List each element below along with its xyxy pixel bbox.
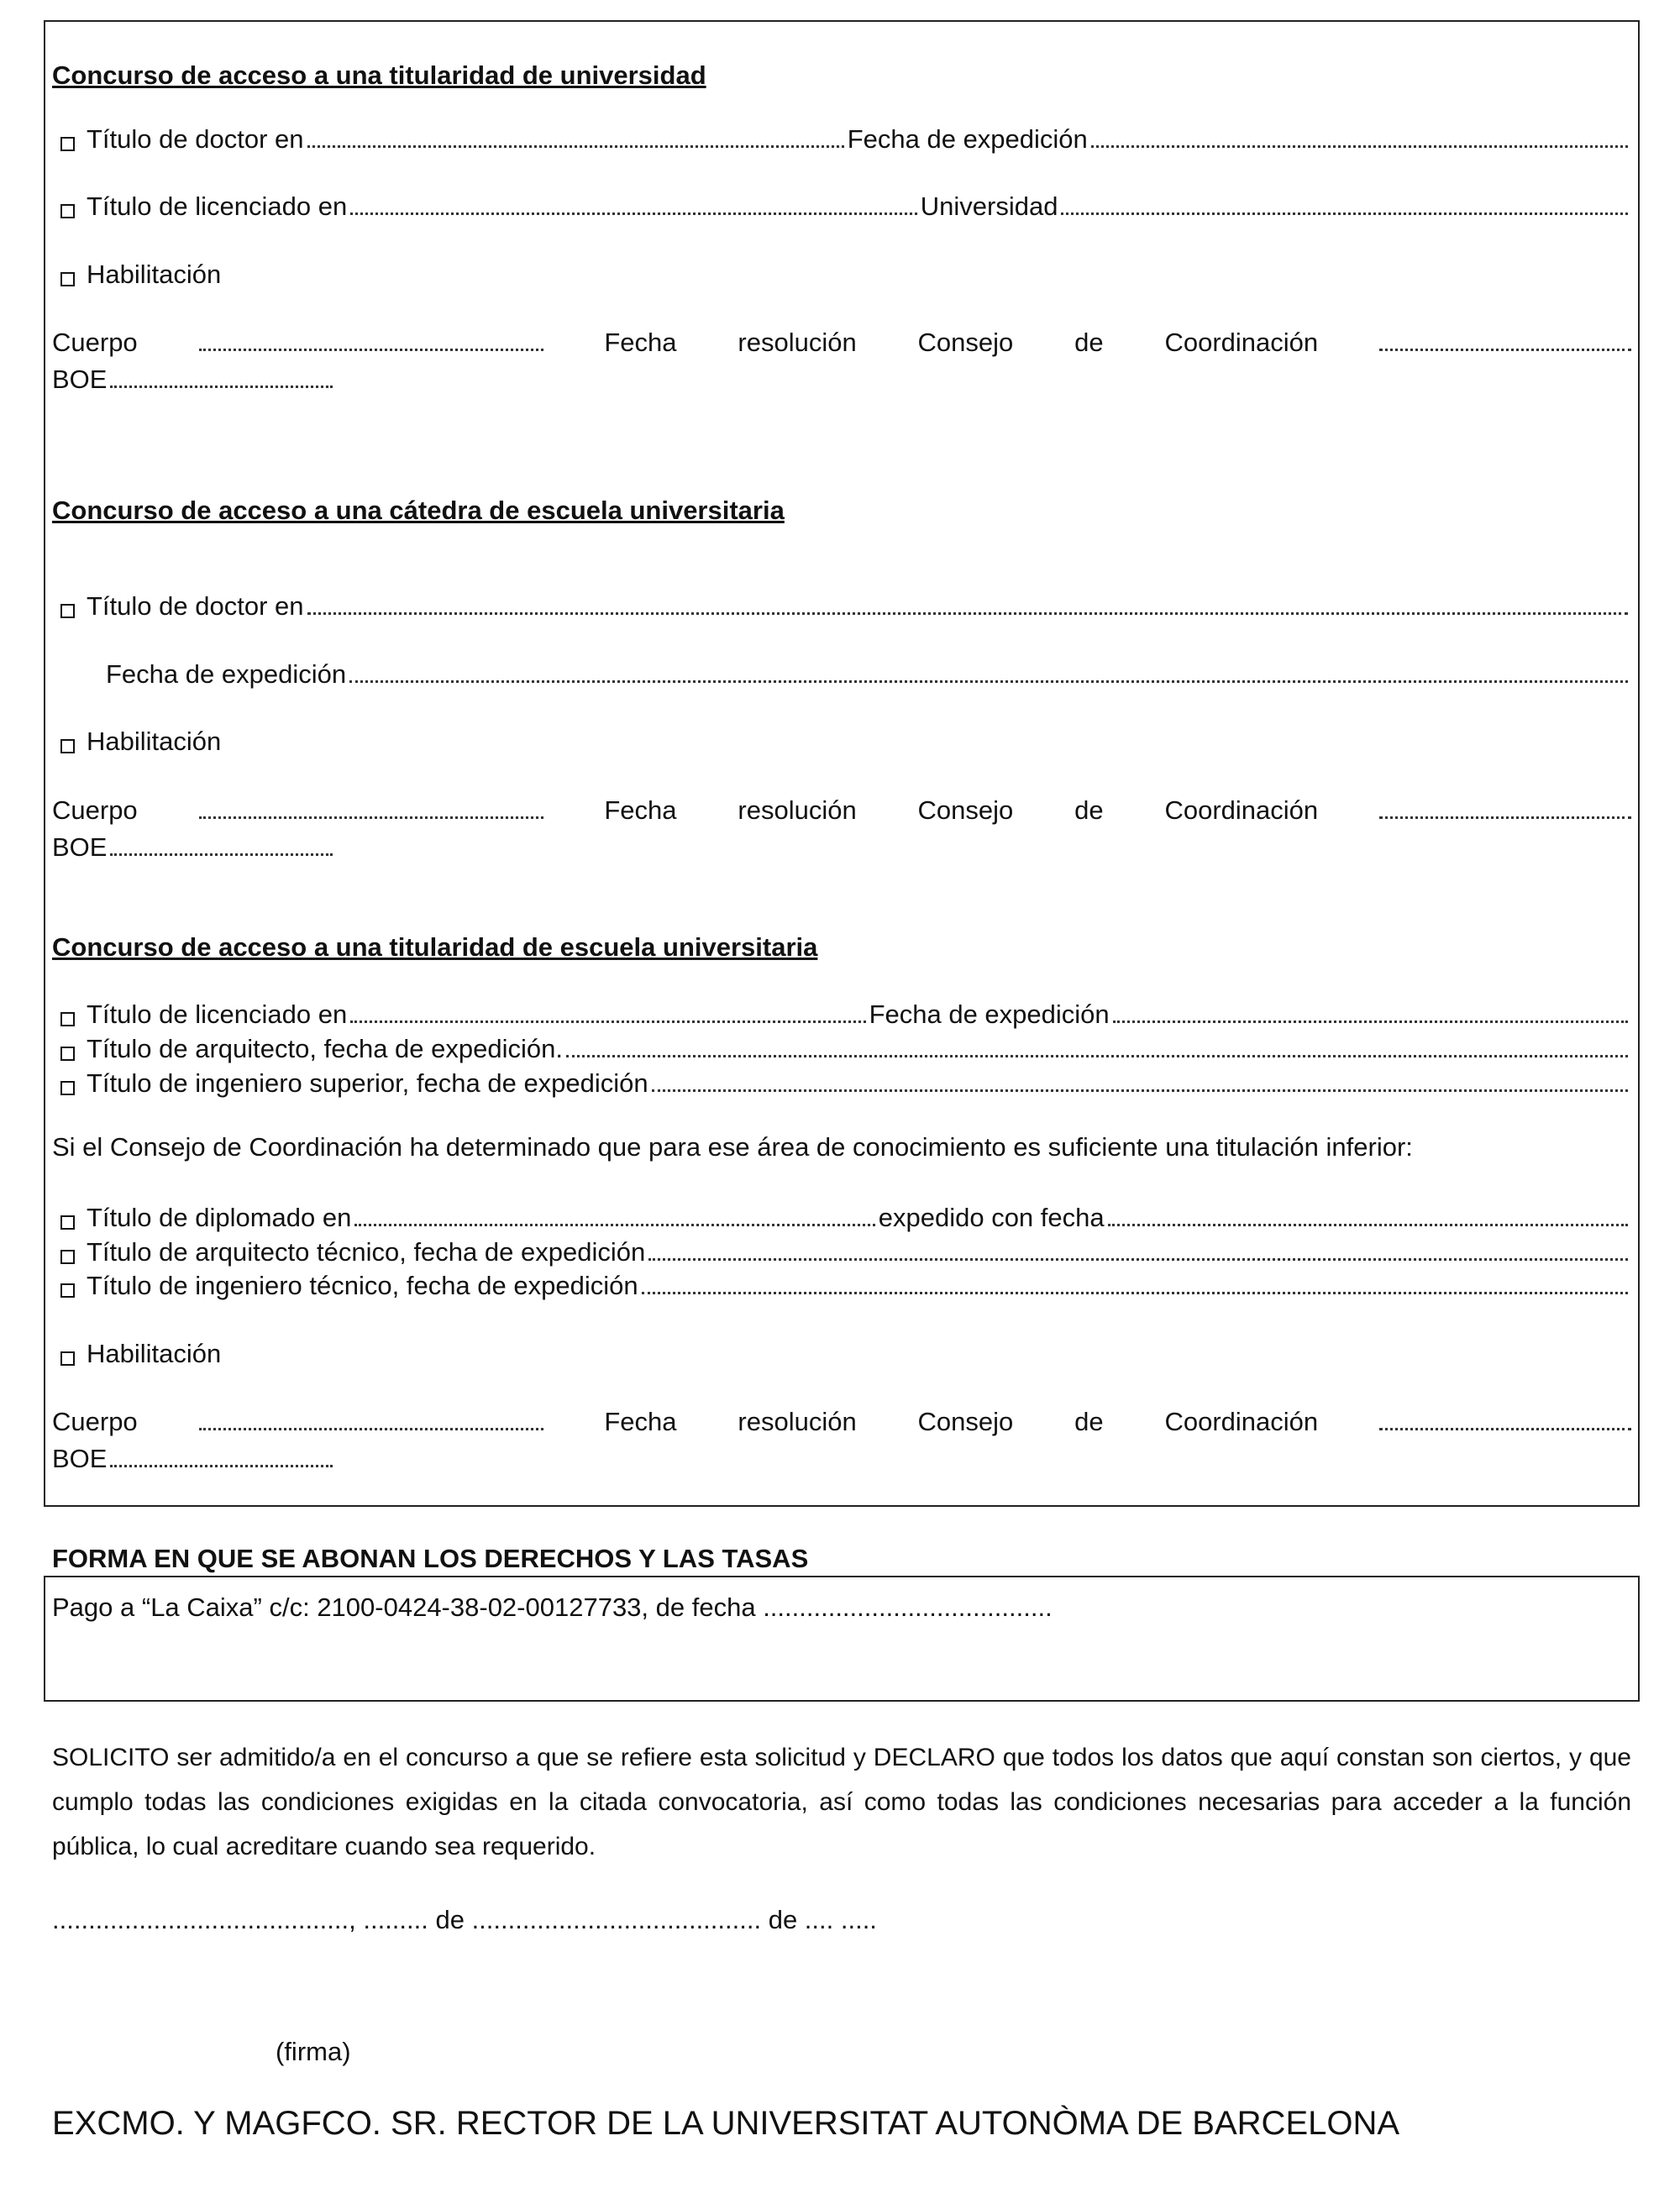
addressee: EXCMO. Y MAGFCO. SR. RECTOR DE LA UNIVERSITAT AUTONÒMA DE BARCELONA <box>52 2105 1400 2142</box>
fill-line[interactable] <box>350 213 917 215</box>
declaration-text: SOLICITO ser admitido/a en el concurso a que se refiere esta solicitud y DECLARO que todos los datos que aquí constan son ciertos, y que cumplo todas las condiciones exigidas en la citada convocatoria, así como todas las condiciones necesarias para acceder a la función pública, lo cual acreditare cuando sea requerido. <box>52 1744 1631 1860</box>
resolucion-label: resolución <box>738 1407 857 1436</box>
fill-line[interactable] <box>110 1464 333 1467</box>
fill-line[interactable] <box>307 612 1629 615</box>
sec1-universidad-label: Universidad <box>920 192 1058 221</box>
fecha-label: Fecha <box>604 795 677 825</box>
fecha-label: Fecha <box>604 1407 677 1436</box>
checkbox[interactable] <box>60 739 75 753</box>
consejo-label: Consejo <box>917 328 1014 357</box>
fill-line[interactable] <box>648 1258 1628 1261</box>
fill-line[interactable] <box>354 1224 874 1226</box>
sec3-licenciado-label: Título de licenciado en <box>87 1000 348 1029</box>
sec1-cuerpo-block <box>52 328 1631 395</box>
sec1-licenciado-label: Título de licenciado en <box>87 192 348 221</box>
sec3-habilitacion-label: Habilitación <box>87 1339 222 1368</box>
checkbox[interactable] <box>60 137 75 151</box>
payment-title: FORMA EN QUE SE ABONAN LOS DERECHOS Y LAS TASAS <box>52 1544 809 1573</box>
fecha-label: Fecha <box>604 328 677 357</box>
sec3-habilitacion-row <box>52 1335 1631 1369</box>
boe-label: BOE <box>52 365 108 394</box>
sec3-ingeniero-row <box>52 1065 1631 1099</box>
fill-line[interactable] <box>110 385 333 388</box>
de-label: de <box>1074 1407 1104 1436</box>
sec1-habilitacion-row <box>52 256 1631 290</box>
resolucion-label: resolución <box>738 328 857 357</box>
checkbox[interactable] <box>60 1012 75 1026</box>
section2-title: Concurso de acceso a una cátedra de escuela universitaria <box>52 496 785 525</box>
checkbox[interactable] <box>60 1283 75 1298</box>
resolucion-label: resolución <box>738 795 857 825</box>
sec3-fecha-label: Fecha de expedición <box>869 1000 1110 1029</box>
consejo-label: Consejo <box>917 1407 1014 1436</box>
boe-label: BOE <box>52 1444 108 1473</box>
checkbox[interactable] <box>60 1215 75 1230</box>
fill-line[interactable] <box>1379 816 1631 819</box>
sec1-doctor-row <box>52 121 1631 155</box>
boe-label: BOE <box>52 832 108 862</box>
sec2-habilitacion-label: Habilitación <box>87 727 222 756</box>
sec3-ing-tecnico-label: Título de ingeniero técnico, fecha de expedición <box>87 1271 638 1300</box>
sec1-licenciado-row <box>52 188 1631 222</box>
fill-line[interactable] <box>1091 145 1628 148</box>
checkbox[interactable] <box>60 272 75 286</box>
checkbox[interactable] <box>60 604 75 618</box>
cuerpo-label: Cuerpo <box>52 1407 138 1436</box>
sec3-note: Si el Consejo de Coordinación ha determinado que para ese área de conocimiento es suficiente una titulación inferior: <box>52 1132 1413 1162</box>
sec1-habilitacion-label: Habilitación <box>87 260 222 289</box>
fill-line[interactable] <box>642 1292 1628 1294</box>
coordinacion-label: Coordinación <box>1164 328 1319 357</box>
section1-title: Concurso de acceso a una titularidad de universidad <box>52 60 706 90</box>
sec3-arq-tecnico-label: Título de arquitecto técnico, fecha de expedición <box>87 1237 646 1267</box>
checkbox[interactable] <box>60 1351 75 1366</box>
fill-line[interactable] <box>1379 1427 1631 1430</box>
de-label: de <box>1074 795 1104 825</box>
fill-line[interactable] <box>652 1089 1628 1092</box>
coordinacion-label: Coordinación <box>1164 795 1319 825</box>
date-place-line[interactable]: ........................................., ......... de ........................................ de .... ..... <box>52 1905 877 1934</box>
fill-line[interactable] <box>1113 1021 1628 1023</box>
section3-title: Concurso de acceso a una titularidad de escuela universitaria <box>52 932 818 962</box>
fill-line[interactable] <box>1379 348 1631 351</box>
checkbox[interactable] <box>60 1047 75 1061</box>
sec3-ingeniero-label: Título de ingeniero superior, fecha de expedición <box>87 1068 648 1098</box>
payment-text: Pago a “La Caixa” c/c: 2100-0424-38-02-00127733, de fecha ........................................ <box>52 1592 1053 1622</box>
signature-label: (firma) <box>276 2037 351 2066</box>
checkbox[interactable] <box>60 204 75 218</box>
sec1-fecha-label: Fecha de expedición <box>847 124 1088 154</box>
sec2-cuerpo-block <box>52 795 1631 863</box>
cuerpo-label: Cuerpo <box>52 328 138 357</box>
sec3-arquitecto-label: Título de arquitecto, fecha de expedición. <box>87 1034 563 1063</box>
fill-line[interactable] <box>1061 213 1628 215</box>
sec2-doctor-row <box>52 588 1631 622</box>
sec3-diplomado-label: Título de diplomado en <box>87 1203 352 1232</box>
coordinacion-label: Coordinación <box>1164 1407 1319 1436</box>
sec2-fecha-label: Fecha de expedición <box>106 659 347 689</box>
checkbox[interactable] <box>60 1250 75 1264</box>
sec3-diplomado-row <box>52 1199 1631 1233</box>
de-label: de <box>1074 328 1104 357</box>
sec3-expedido-label: expedido con fecha <box>878 1203 1105 1232</box>
sec3-ing-tecnico-row <box>52 1267 1631 1301</box>
sec3-cuerpo-block <box>52 1407 1631 1474</box>
sec2-doctor-label: Título de doctor en <box>87 591 304 621</box>
fill-line[interactable] <box>566 1055 1628 1057</box>
fill-line[interactable] <box>199 1427 543 1430</box>
fill-line[interactable] <box>110 853 333 856</box>
sec3-licenciado-row <box>52 996 1631 1030</box>
checkbox[interactable] <box>60 1081 75 1095</box>
fill-line[interactable] <box>199 816 543 819</box>
sec2-fecha-row <box>106 656 1631 690</box>
consejo-label: Consejo <box>917 795 1014 825</box>
fill-line[interactable] <box>349 680 1628 683</box>
fill-line[interactable] <box>1108 1224 1628 1226</box>
cuerpo-label: Cuerpo <box>52 795 138 825</box>
sec1-doctor-label: Título de doctor en <box>87 124 304 154</box>
sec2-habilitacion-row <box>52 723 1631 757</box>
fill-line[interactable] <box>307 145 844 148</box>
sec3-arquitecto-row <box>52 1031 1631 1064</box>
fill-line[interactable] <box>199 348 543 351</box>
fill-line[interactable] <box>350 1021 865 1023</box>
sec3-arq-tecnico-row <box>52 1234 1631 1267</box>
